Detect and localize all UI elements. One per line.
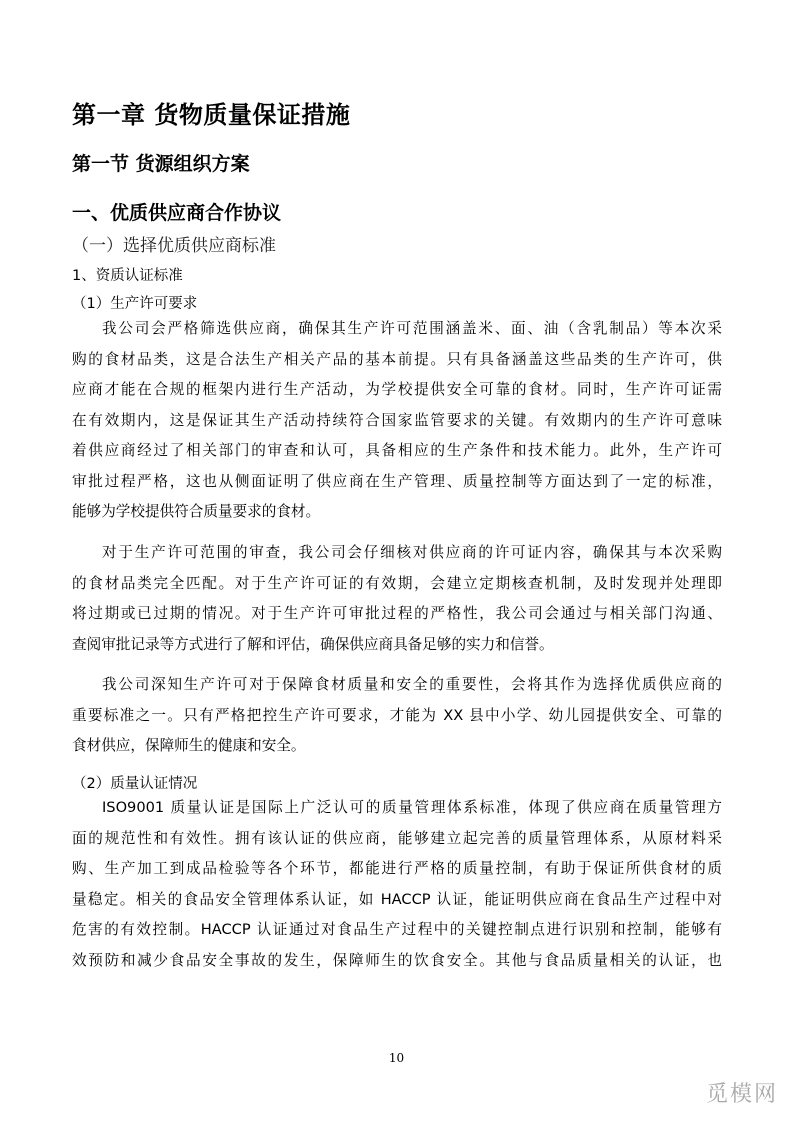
paragraph-license-review — [72, 538, 722, 660]
paragraph-line: 将过期或已过期的情况。对于生产许可审批过程的严格性，我公司会通过与相关部门沟通、 — [72, 605, 722, 622]
subsubsection-title: （一）选择优质供应商标准 — [72, 236, 276, 256]
section-title: 第一节 货源组织方案 — [72, 153, 250, 175]
paragraph-line: 我公司会严格筛选供应商，确保其生产许可范围涵盖米、面、油（含乳制品）等本次采 — [102, 320, 722, 337]
paragraph-line: 能够为学校提供符合质量要求的食材。 — [72, 503, 321, 520]
subsection-title: 一、优质供应商合作协议 — [72, 202, 282, 224]
item-title: 1、资质认证标准 — [72, 268, 183, 284]
paragraph-line: 效预防和减少食品安全事故的发生，保障师生的饮食安全。其他与食品质量相关的认证，也 — [72, 951, 722, 969]
paragraph-production-license — [72, 314, 722, 528]
paragraph-quality-certification — [72, 793, 722, 976]
paragraph-line: 查阅审批记录等方式进行了解和评估，确保供应商具备足够的实力和信誉。 — [72, 635, 554, 653]
paragraph-line: 量稳定。相关的食品安全管理体系认证，如 HACCP 认证，能证明供应商在食品生产过程中对 — [72, 890, 722, 908]
chapter-title: 第一章 货物质量保证措施 — [72, 100, 351, 129]
paragraph-line: 面的规范性和有效性。拥有该认证的供应商，能够建立起完善的质量管理体系，从原材料采 — [72, 829, 722, 847]
subitem-2-title: （2）质量认证情况 — [72, 776, 198, 792]
paragraph-license-importance — [72, 670, 722, 762]
paragraph-line: ISO9001 质量认证是国际上广泛认可的质量管理体系标准，体现了供应商在质量管理方 — [102, 799, 722, 816]
paragraph-line: 着供应商经过了相关部门的审查和认可，具备相应的生产条件和技术能力。此外，生产许可 — [72, 442, 722, 459]
watermark-logo: 觅模网 — [706, 1082, 779, 1107]
paragraph-line: 在有效期内，这是保证其生产活动持续符合国家监管要求的关键。有效期内的生产许可意味 — [72, 411, 722, 429]
paragraph-line: 购、生产加工到成品检验等各个环节，都能进行严格的质量控制，有助于保证所供食材的质 — [72, 860, 722, 877]
paragraph-line: 我公司深知生产许可对于保障食材质量和安全的重要性，会将其作为选择优质供应商的 — [102, 676, 722, 693]
paragraph-line: 危害的有效控制。HACCP 认证通过对食品生产过程中的关键控制点进行识别和控制，能够有 — [72, 921, 722, 938]
paragraph-line: 的食材品类完全匹配。对于生产许可证的有效期，会建立定期核查机制，及时发现并处理即 — [72, 574, 722, 592]
page-number: 10 — [388, 1051, 405, 1065]
paragraph-line: 重要标准之一。只有严格把控生产许可要求，才能为 XX 县中小学、幼儿园提供安全、可靠的 — [72, 706, 722, 724]
subitem-1-title: （1）生产许可要求 — [72, 296, 198, 312]
paragraph-line: 对于生产许可范围的审查，我公司会仔细核对供应商的许可证内容，确保其与本次采购 — [102, 544, 722, 561]
paragraph-line: 审批过程严格，这也从侧面证明了供应商在生产管理、质量控制等方面达到了一定的标准， — [72, 472, 722, 490]
paragraph-line: 应商才能在合规的框架内进行生产活动，为学校提供安全可靠的食材。同时，生产许可证需 — [72, 381, 722, 398]
paragraph-line: 购的食材品类，这是合法生产相关产品的基本前提。只有具备涵盖这些品类的生产许可，供 — [72, 350, 722, 368]
paragraph-line: 食材供应，保障师生的健康和安全。 — [72, 737, 306, 754]
